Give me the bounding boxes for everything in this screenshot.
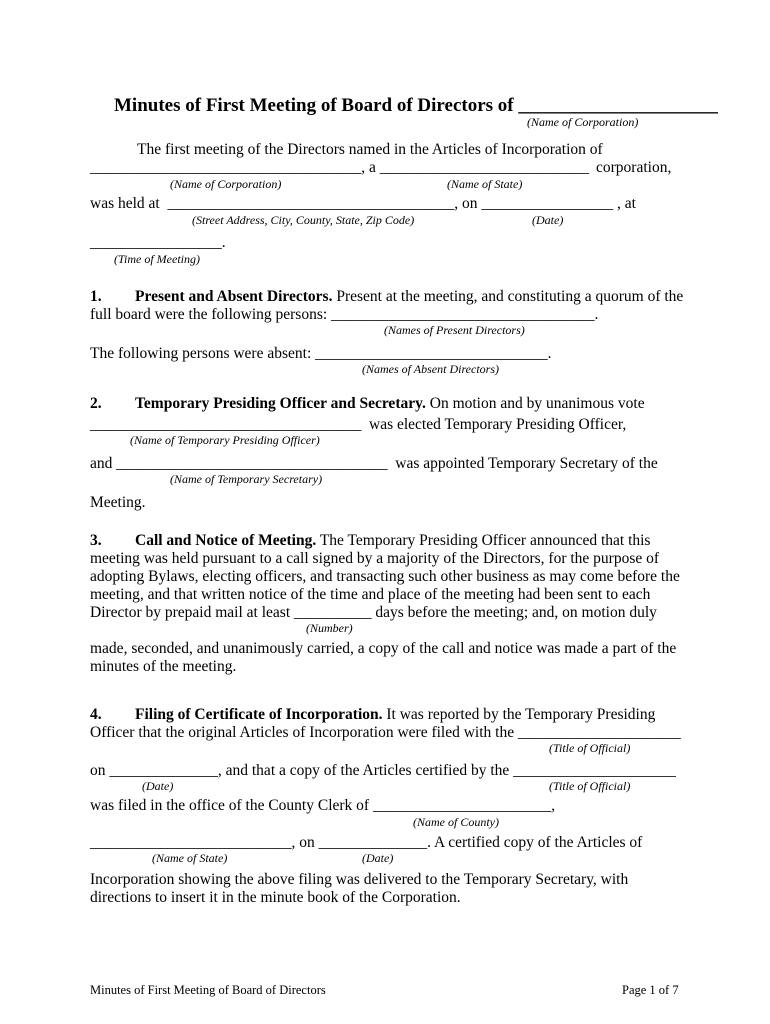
section-2-line-2: ___________________________________ was elected Temporary Presiding Officer, [90,416,627,433]
section-4-line-6: Incorporation showing the above filing was delivered to the Temporary Secretary, with [90,871,629,888]
section-4-line-4: was filed in the office of the County Clerk of _______________________, [90,797,556,814]
section-4-heading: Filing of Certificate of Incorporation. [135,706,383,723]
section-4-text: It was reported by the Temporary Presiding [382,706,656,723]
caption-corporation: (Name of Corporation) [170,177,282,191]
section-3-line-3: adopting Bylaws, electing officers, and transacting such other business as may come before the [90,568,680,585]
section-4-line-3: on ______________, and that a copy of the Articles certified by the _____________________ [90,762,676,779]
section-1-text: Present at the meeting, and constituting a quorum of the [332,288,684,305]
intro-line-2: ___________________________________, a ___________________________ [90,159,590,176]
section-3-heading: Call and Notice of Meeting. [135,532,317,549]
section-3-line-2: meeting was held pursuant to a call signed by a majority of the Directors, for the purpose of [90,550,660,567]
section-3-text: The Temporary Presiding Officer announced that this [316,532,651,549]
caption-title-official-1: (Title of Official) [549,741,631,755]
caption-state: (Name of State) [447,177,523,191]
intro-line-1: The first meeting of the Directors named in the Articles of Incorporation of [137,141,603,158]
section-2-line-1 [90,395,645,413]
section-1-line-1 [90,288,683,306]
section-3-line-7: minutes of the meeting. [90,658,237,675]
caption-time: (Time of Meeting) [114,252,200,266]
intro-line-3-end: , at [617,195,636,212]
caption-secretary: (Name of Temporary Secretary) [170,472,323,486]
section-4-line-7: directions to insert it in the minute book of the Corporation. [90,889,461,906]
section-1-number: 1. [90,288,102,305]
section-2-line-4: Meeting. [90,494,146,511]
section-3-line-6: made, seconded, and unanimously carried, a copy of the call and notice was made a part of the [90,640,677,657]
caption-state-2: (Name of State) [152,851,228,865]
section-2-number: 2. [90,395,102,412]
caption-date-2: (Date) [362,851,394,865]
section-4-line-2: Officer that the original Articles of Incorporation were filed with the _____________________ [90,724,681,741]
section-2-heading: Temporary Presiding Officer and Secretary. [135,395,426,412]
section-2-text: On motion and by unanimous vote [425,395,645,412]
section-4-number: 4. [90,706,102,723]
caption-present-directors: (Names of Present Directors) [384,323,525,337]
intro-line-3: was held at _____________________________________, on _________________ [90,195,614,212]
section-3-line-1 [90,532,650,550]
footer-title: Minutes of First Meeting of Board of Directors [90,983,326,997]
section-1-line-2: full board were the following persons: __________________________________. [90,306,599,323]
section-2-line-3: and ___________________________________ was appointed Temporary Secretary of the [90,455,658,472]
title-caption: (Name of Corporation) [527,115,639,129]
footer-page-number: Page 1 of 7 [622,983,679,997]
section-4-line-5: __________________________, on ______________. A certified copy of the Articles of [90,834,643,851]
intro-line-4: _________________. [90,234,226,251]
intro-line-2-end: corporation, [596,159,672,176]
section-1-heading: Present and Absent Directors. [135,288,333,305]
caption-number: (Number) [306,621,353,635]
caption-presiding-officer: (Name of Temporary Presiding Officer) [130,433,320,447]
page-title: Minutes of First Meeting of Board of Directors of _____________________ [114,95,718,116]
caption-address: (Street Address, City, County, State, Zip Code) [192,213,415,227]
section-4-line-1 [90,706,655,724]
caption-date-filed: (Date) [142,779,174,793]
section-3-line-5: Director by prepaid mail at least __________ days before the meeting; and, on motion duly [90,604,657,621]
caption-title-official-2: (Title of Official) [549,779,631,793]
caption-date: (Date) [532,213,564,227]
section-1-line-3: The following persons were absent: ______________________________. [90,345,552,362]
section-3-line-4: meeting, and that written notice of the time and place of the meeting had been sent to each [90,586,651,603]
caption-absent-directors: (Names of Absent Directors) [362,362,499,376]
caption-county: (Name of County) [413,815,499,829]
section-3-number: 3. [90,532,102,549]
